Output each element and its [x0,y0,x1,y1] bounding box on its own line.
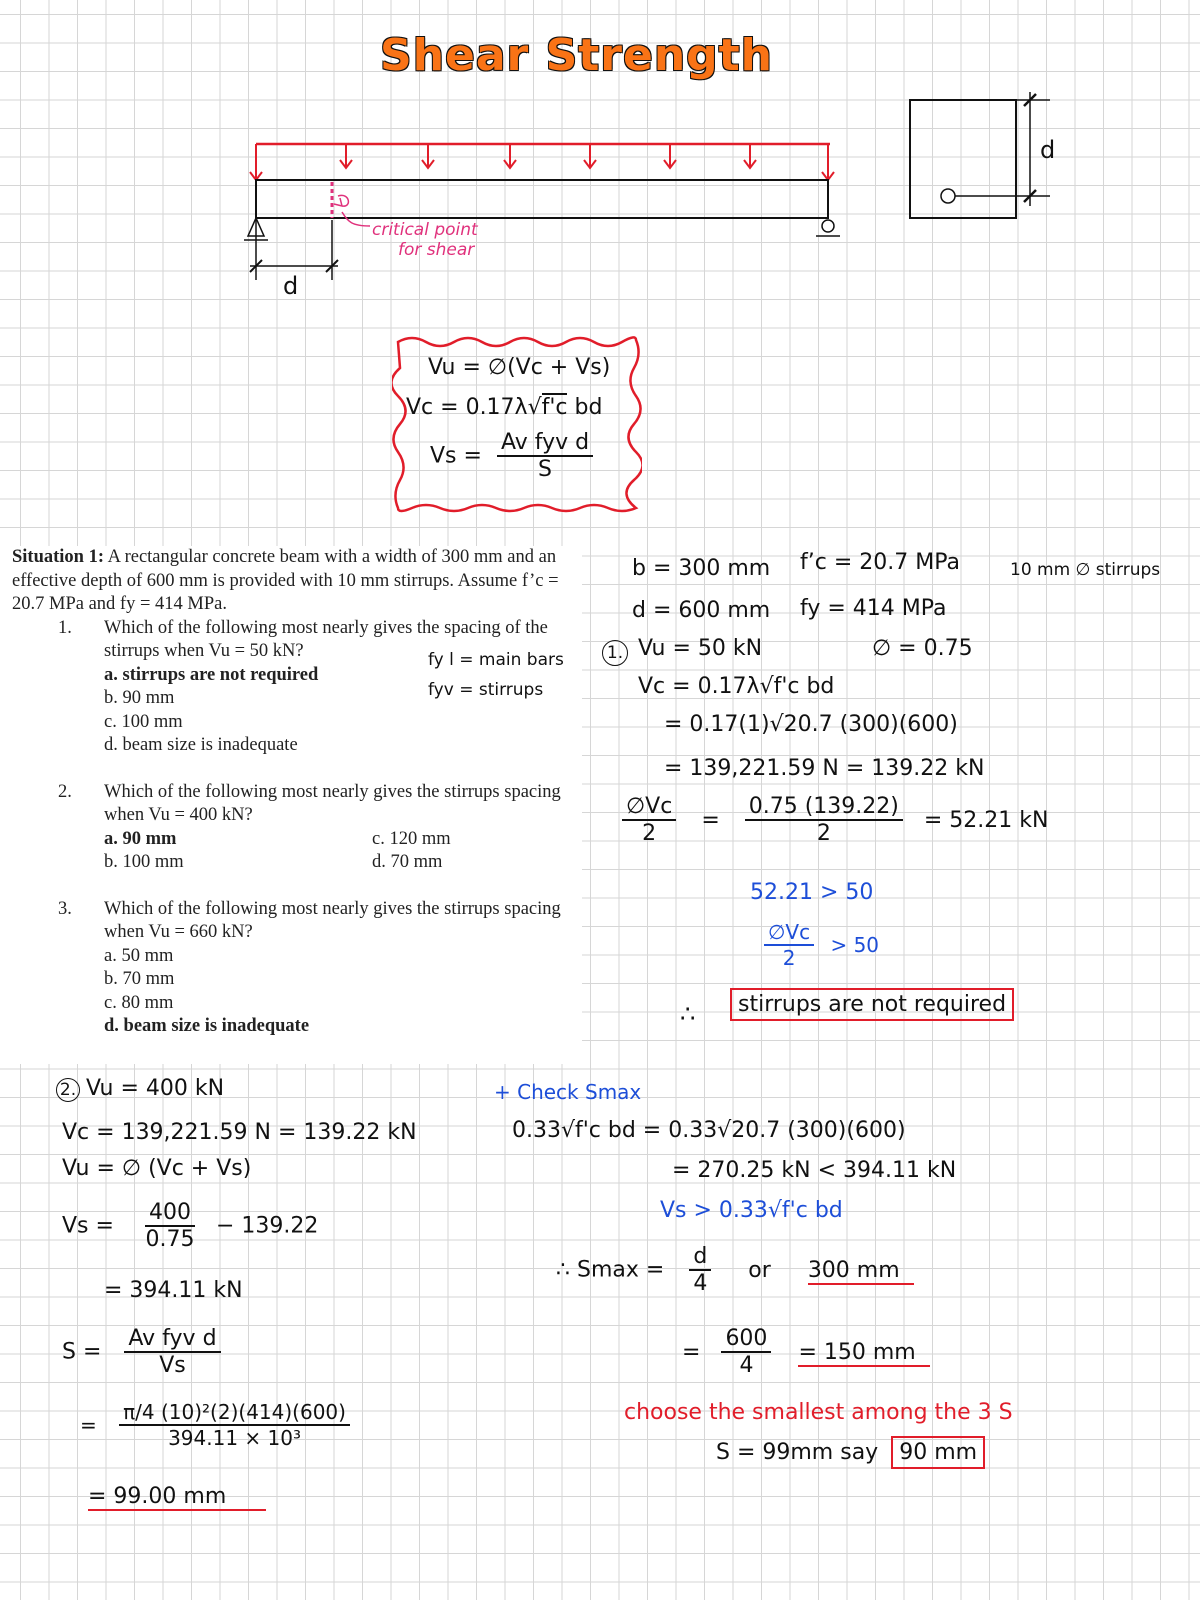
sol2-vu-formula: Vu = ∅ (Vc + Vs) [62,1156,252,1181]
option-c: c. 100 mm [104,711,183,732]
sol2-s-left: S = [62,1339,102,1365]
sol2-vc: Vc = 139,221.59 N = 139.22 kN [62,1120,417,1145]
question-number: 3. [58,898,72,919]
sol2-s-num: Av fyv d [124,1326,220,1353]
option-a: a. 90 mm [104,828,177,849]
sol2-vs-left: Vs = [62,1213,114,1239]
question-number: 1. [58,617,72,638]
smax-300: 300 mm [808,1258,914,1285]
note-fyl: fy l = main bars [428,650,564,670]
option-d: d. 70 mm [372,852,443,872]
smax-equation [556,1244,914,1296]
formula-vc-right: bd [567,395,603,420]
question-text: Which of the following most nearly gives the spacing of the stirrups when Vu = 50 kN? [104,617,548,661]
question-text: Which of the following most nearly gives the stirrups spacing when Vu = 400 kN? [104,781,561,825]
formula-vs-denominator: S [538,457,552,482]
situation-label: Situation 1: [12,547,105,567]
sol2-vs-result: = 394.11 kN [104,1278,243,1303]
sol1-therefore: ∴ [680,1000,696,1028]
sol1-vc-substitution: = 0.17(1)√20.7 (300)(600) [664,712,958,737]
sol2-vs-num: 400 [145,1200,195,1227]
sol2-vu: Vu = 400 kN [86,1076,225,1101]
sol1-comparison-2 [764,920,879,970]
smax-check-heading: + Check Smax [494,1080,642,1104]
critical-point-label-2: for shear [398,240,475,260]
given-phi: ∅ = 0.75 [872,636,973,661]
smax-line-2: = 270.25 kN < 394.11 kN [672,1158,957,1183]
given-d: d = 600 mm [632,598,771,623]
solution-2-marker: 2. [56,1078,80,1102]
formula-vc-radicand: f'c [541,395,568,420]
sol1-calc-num: 0.75 (139.22) [745,794,903,821]
sol1-cmp-num: ∅Vc [764,920,814,946]
smax-600-num: 600 [721,1326,771,1353]
option-d: d. beam size is inadequate [104,1016,310,1036]
sol2-s-den: Vs [159,1353,186,1378]
given-fy: fy = 414 MPa [800,596,947,621]
beam-diagram [230,130,880,310]
final-spacing-box: 90 mm [891,1436,985,1469]
option-b: b. 70 mm [104,969,175,989]
sol2-vs-den: 0.75 [145,1227,195,1252]
smax-or: or [748,1257,771,1283]
smax-line-1: 0.33√f'c bd = 0.33√20.7 (300)(600) [512,1118,906,1143]
sol1-conclusion: stirrups are not required [730,988,1014,1021]
given-stirrups: 10 mm ∅ stirrups [1010,560,1161,580]
final-spacing [716,1440,985,1465]
question-2 [0,781,582,828]
choose-smallest-note: choose the smallest among the 3 S [624,1400,1013,1425]
situation-text: A rectangular concrete beam with a width of 300 mm and an effective depth of 600 mm is provided with 10 mm stirrups. Assume f’c = 20.7 MPa and fy = 414 MPa. [12,547,559,614]
smax-equation-2 [682,1326,930,1378]
smax-150: = 150 mm [798,1340,929,1367]
formula-vs-numerator: Av fyv d [497,430,593,457]
smax-600-den: 4 [739,1353,754,1378]
final-spacing-left: S = 99mm say [716,1440,879,1465]
smax-left: ∴ Smax = [556,1257,665,1283]
smax-eq2: = [682,1339,701,1365]
question-3 [0,898,582,945]
option-b: b. 100 mm [104,852,184,872]
sol2-s2-num: π/4 (10)²(2)(414)(600) [119,1400,350,1426]
smax-d-den: 4 [693,1271,708,1296]
page-title: Shear Strength [380,30,774,81]
sol2-s-result: = 99.00 mm [88,1484,266,1511]
note-fyv: fyv = stirrups [428,680,544,700]
problem-statement [0,546,582,1064]
formula-vs [430,430,593,482]
formula-vc [406,395,602,420]
option-a: a. stirrups are not required [104,664,319,685]
sol1-comparison-1: 52.21 > 50 [750,880,874,905]
option-a: a. 50 mm [104,945,174,966]
sol2-s-substitution [80,1400,350,1450]
sol1-phivc-num: ∅Vc [622,794,676,821]
smax-line-3: Vs > 0.33√f'c bd [660,1198,843,1223]
beam-d-label: d [283,272,299,300]
situation-paragraph [0,546,582,617]
critical-point-label-1: critical point [372,220,478,240]
sol2-vs-rest: − 139.22 [215,1213,319,1239]
option-c: c. 80 mm [104,992,174,1013]
option-b: b. 90 mm [104,688,175,708]
formula-vu: Vu = ∅(Vc + Vs) [428,355,611,380]
question-number: 2. [58,781,72,802]
sol1-half-phivc [622,794,1048,846]
sol1-calc-den: 2 [816,821,831,846]
question-text: Which of the following most nearly gives the stirrups spacing when Vu = 660 kN? [104,898,561,942]
given-fc: f’c = 20.7 MPa [800,550,960,575]
smax-d-num: d [689,1244,711,1271]
sol2-s2-den: 394.11 × 10³ [168,1426,301,1450]
sol1-vu: Vu = 50 kN [638,636,763,661]
sol1-phivc-den: 2 [642,821,657,846]
solution-1-marker: 1. [602,640,628,666]
sol1-half-phivc-result: = 52.21 kN [923,807,1049,833]
sol2-s-equation [62,1326,221,1378]
sol1-cmp-rest: > 50 [830,933,880,957]
option-c: c. 120 mm [372,828,451,849]
question-2-options [0,828,582,875]
sol1-vc-formula: Vc = 0.17λ√f'c bd [638,674,835,699]
formula-vs-left: Vs = [430,443,482,469]
given-b: b = 300 mm [632,556,771,581]
option-d: d. beam size is inadequate [104,735,298,755]
sol1-equals: = [701,807,720,833]
sol1-cmp-den: 2 [782,946,796,970]
sol2-s2-equals: = [80,1413,97,1437]
section-d-label: d [1040,136,1056,164]
sol2-vs-equation [62,1200,318,1252]
sol1-vc-result: = 139,221.59 N = 139.22 kN [664,756,985,781]
formula-vc-left: Vc = 0.17λ√ [406,395,542,420]
